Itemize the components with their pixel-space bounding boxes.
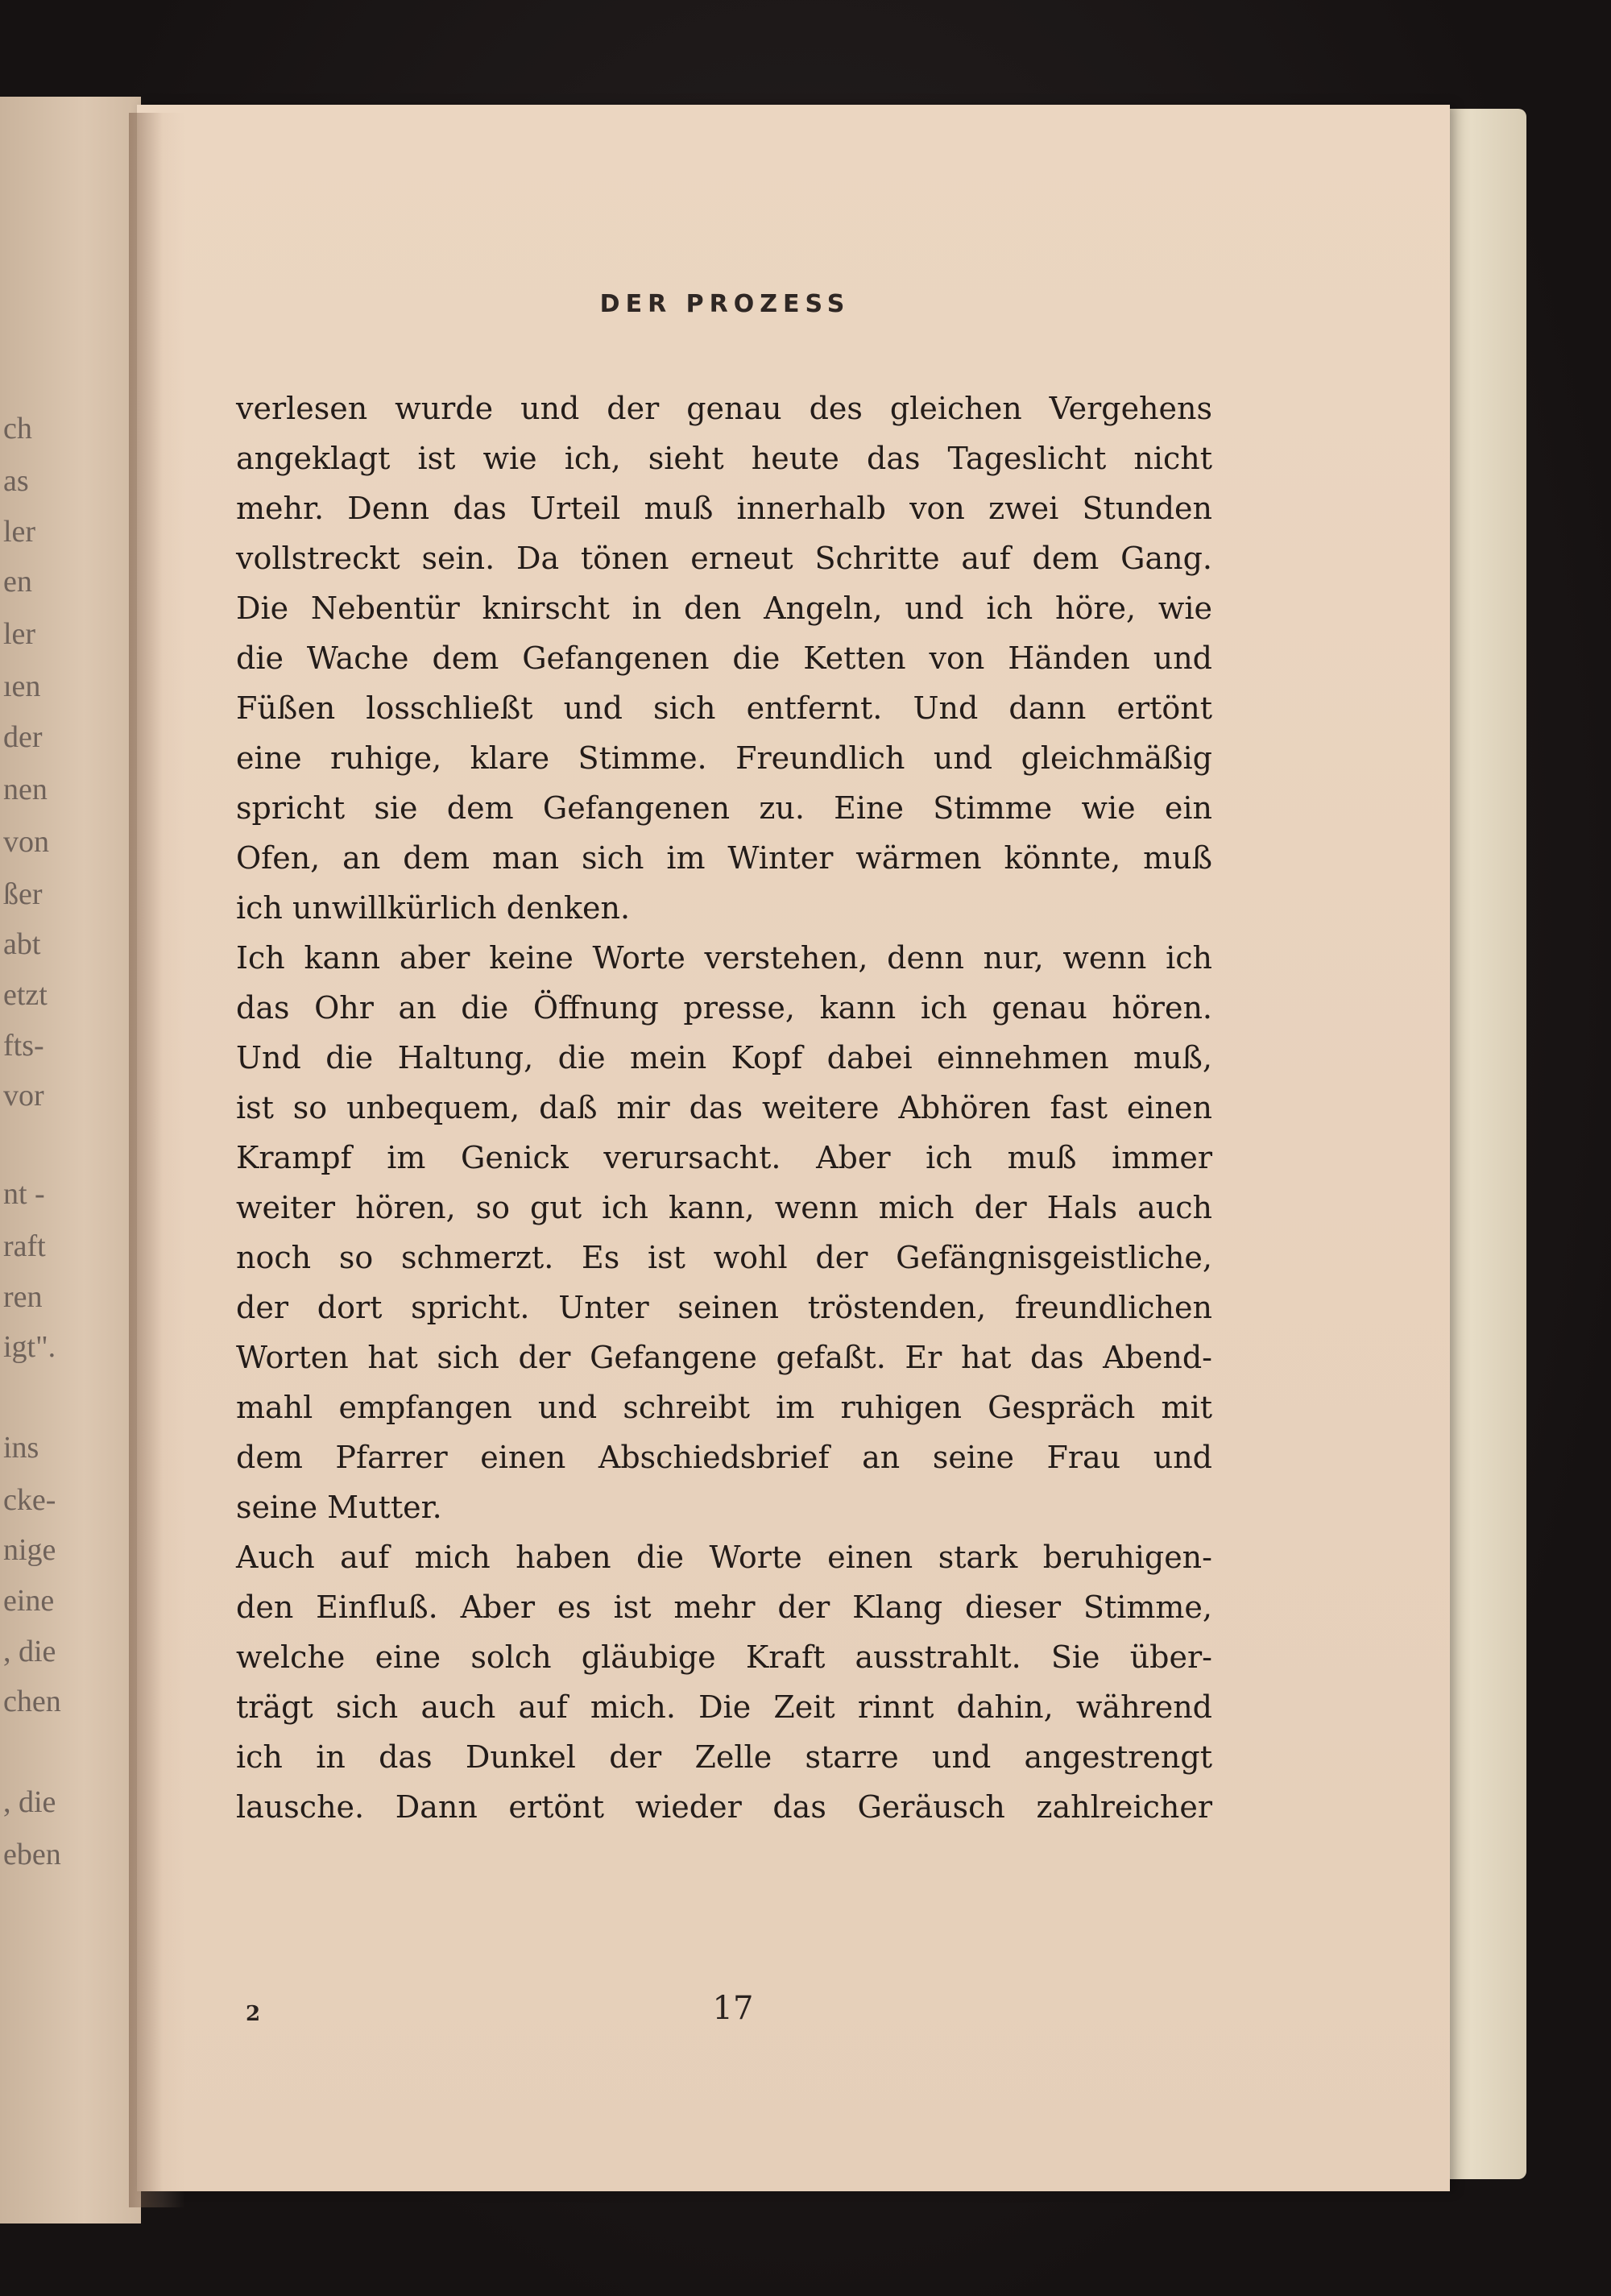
text-line: Die Nebentür knirscht in den Angeln, und ich höre, wie [236, 591, 1212, 626]
text-line: dem Pfarrer einen Abschiedsbrief an seine Frau und [236, 1440, 1212, 1475]
text-line: mehr. Denn das Urteil muß innerhalb von zwei Stunden [236, 491, 1212, 526]
text-line: das Ohr an die Öffnung presse, kann ich genau hören. [236, 990, 1212, 1026]
left-page-fragment: nen [3, 773, 48, 806]
left-page-fragment: nige [3, 1533, 56, 1567]
text-line: lausche. Dann ertönt wieder das Geräusch zahlreicher [236, 1789, 1212, 1825]
text-line: der dort spricht. Unter seinen tröstenden, freundlichen [236, 1290, 1212, 1325]
text-line: verlesen wurde und der genau des gleichen Vergehens [236, 391, 1212, 426]
left-page-fragment: ren [3, 1280, 43, 1314]
left-page-fragment: vor [3, 1079, 44, 1113]
text-line: angeklagt ist wie ich, sieht heute das Tageslicht nicht [236, 441, 1212, 476]
text-line: welche eine solch gläubige Kraft ausstrahlt. Sie über- [236, 1639, 1212, 1675]
left-page-fragment: ch [3, 412, 32, 446]
text-line: seine Mutter. [236, 1490, 442, 1525]
left-page-fragment: igt". [3, 1330, 56, 1364]
left-page-fragment: raft [3, 1229, 46, 1263]
left-page-fragment: ler [3, 515, 36, 549]
left-page-fragment: cke- [3, 1483, 56, 1517]
text-line: vollstreckt sein. Da tönen erneut Schritte auf dem Gang. [236, 541, 1212, 576]
text-line: trägt sich auch auf mich. Die Zeit rinnt dahin, während [236, 1689, 1212, 1725]
text-line: ich in das Dunkel der Zelle starre und angestrengt [236, 1739, 1212, 1775]
left-page-fragment: fts- [3, 1029, 44, 1063]
left-page-fragment: chen [3, 1685, 61, 1718]
text-line: die Wache dem Gefangenen die Ketten von Händen und [236, 640, 1212, 676]
left-page-fragment: etzt [3, 978, 48, 1012]
gutter-shadow [129, 113, 185, 2207]
left-page-fragment: ler [3, 617, 36, 651]
text-line: Füßen losschließt und sich entfernt. Und dann ertönt [236, 690, 1212, 726]
text-line: den Einfluß. Aber es ist mehr der Klang dieser Stimme, [236, 1589, 1212, 1625]
left-page-fragment: as [3, 464, 29, 498]
left-page-fragment: der [3, 720, 43, 754]
text-line: Ofen, an dem man sich im Winter wärmen könnte, muß [236, 840, 1212, 876]
left-page-fragment: nt - [3, 1177, 45, 1211]
text-line: ich unwillkürlich denken. [236, 890, 631, 926]
left-page-fragment: abt [3, 927, 41, 961]
left-page-fragment: eben [3, 1838, 61, 1871]
running-head: DER PROZESS [599, 290, 851, 318]
signature-mark: 2 [246, 2002, 261, 2026]
left-page-fragment: en [3, 565, 32, 599]
page-number: 17 [712, 1990, 754, 2027]
left-page-fragment: eine [3, 1584, 55, 1618]
book-page [137, 105, 1450, 2191]
facing-page-left [0, 97, 141, 2223]
left-page-fragment: von [3, 825, 49, 859]
left-page-fragment: , die [3, 1785, 56, 1819]
text-line: Auch auf mich haben die Worte einen stark beruhigen- [236, 1540, 1212, 1575]
left-page-fragment: ıen [3, 669, 41, 703]
text-line: Krampf im Genick verursacht. Aber ich muß immer [236, 1140, 1212, 1175]
text-line: Worten hat sich der Gefangene gefaßt. Er hat das Abend- [236, 1340, 1212, 1375]
left-page-fragment: ßer [3, 877, 43, 911]
text-line: spricht sie dem Gefangenen zu. Eine Stimme wie ein [236, 790, 1212, 826]
text-line: mahl empfangen und schreibt im ruhigen Gespräch mit [236, 1390, 1212, 1425]
left-page-fragment: ins [3, 1431, 39, 1465]
body-text [236, 383, 1212, 1832]
text-line: eine ruhige, klare Stimme. Freundlich und gleichmäßig [236, 740, 1212, 776]
text-line: noch so schmerzt. Es ist wohl der Gefängnisgeistliche, [236, 1240, 1212, 1275]
text-line: Und die Haltung, die mein Kopf dabei einnehmen muß, [236, 1040, 1212, 1075]
left-page-fragment: , die [3, 1635, 56, 1668]
text-line: Ich kann aber keine Worte verstehen, denn nur, wenn ich [236, 940, 1212, 976]
text-line: weiter hören, so gut ich kann, wenn mich der Hals auch [236, 1190, 1212, 1225]
text-line: ist so unbequem, daß mir das weitere Abhören fast einen [236, 1090, 1212, 1125]
